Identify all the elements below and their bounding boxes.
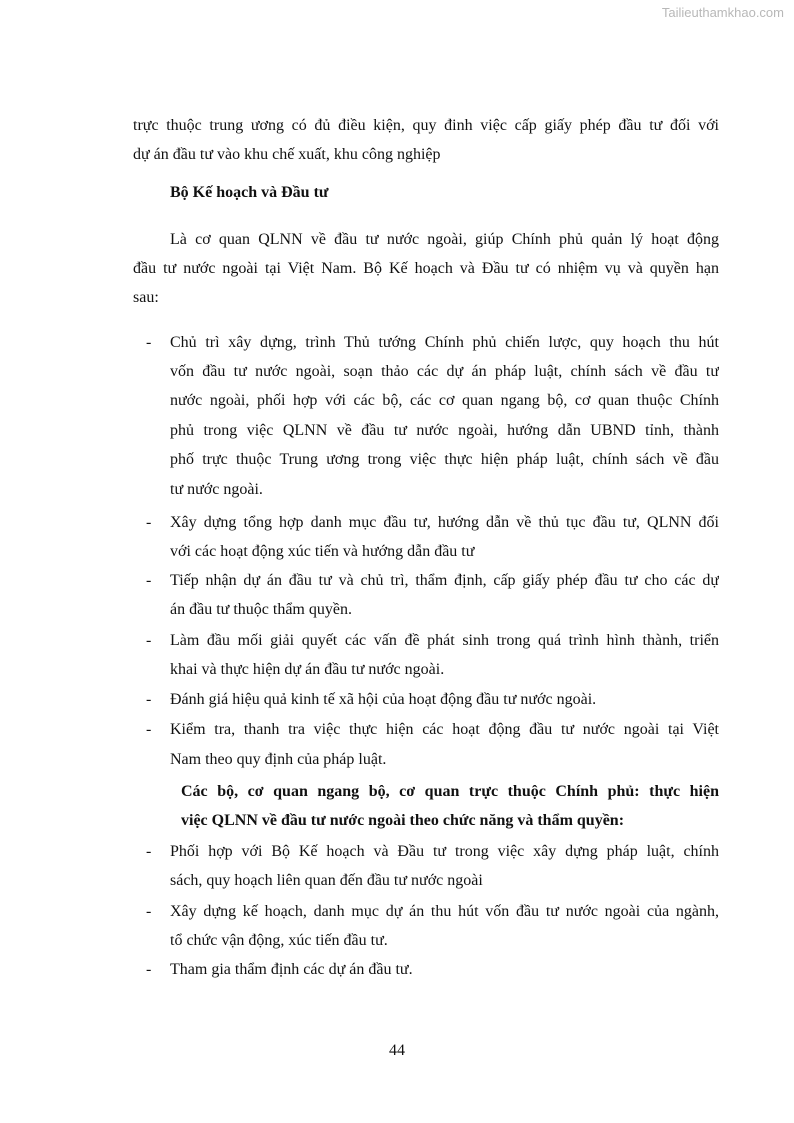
bullet-line: vốn đầu tư nước ngoài, soạn thảo các dự án pháp luật, chính sách về đầu tư	[170, 363, 719, 380]
bullet-line: phủ trong việc QLNN về đầu tư nước ngoài, hướng dẫn UBND tỉnh, thành	[170, 422, 719, 439]
paragraph-line: Là cơ quan QLNN về đầu tư nước ngoài, giúp Chính phủ quản lý hoạt động	[170, 231, 719, 248]
bullet-dash: -	[146, 961, 152, 978]
bullet-line: tổ chức vận động, xúc tiến đầu tư.	[170, 932, 388, 949]
bullet-dash: -	[146, 572, 152, 589]
bullet-line: Xây dựng tổng hợp danh mục đầu tư, hướng dẫn về thủ tục đầu tư, QLNN đối	[170, 514, 719, 531]
bullet-line: khai và thực hiện dự án đầu tư nước ngoài.	[170, 661, 445, 678]
intro-line: trực thuộc trung ương có đủ điều kiện, quy đinh việc cấp giấy phép đầu tư đối với	[133, 117, 719, 134]
bullet-line: án đầu tư thuộc thẩm quyền.	[170, 601, 352, 618]
bullet-line: Tiếp nhận dự án đầu tư và chủ trì, thẩm định, cấp giấy phép đầu tư cho các dự	[170, 572, 719, 589]
bullet-line: với các hoạt động xúc tiến và hướng dẫn đầu tư	[170, 543, 475, 560]
bullet-line: Làm đầu mối giải quyết các vấn đề phát sinh trong quá trình hình thành, triển	[170, 632, 719, 649]
paragraph-line: đầu tư nước ngoài tại Việt Nam. Bộ Kế hoạch và Đầu tư có nhiệm vụ và quyền hạn	[133, 260, 719, 277]
bullet-dash: -	[146, 903, 152, 920]
bullet-line: Đánh giá hiệu quả kinh tế xã hội của hoạt động đầu tư nước ngoài.	[170, 691, 597, 708]
bullet-line: Kiểm tra, thanh tra việc thực hiện các hoạt động đầu tư nước ngoài tại Việt	[170, 721, 719, 738]
paragraph-line: sau:	[133, 289, 159, 306]
bullet-dash: -	[146, 843, 152, 860]
bullet-line: phố trực thuộc Trung ương trong việc thực hiện pháp luật, chính sách về đầu	[170, 451, 719, 468]
intro-line: dự án đầu tư vào khu chế xuất, khu công nghiệp	[133, 146, 441, 163]
section-heading: Các bộ, cơ quan ngang bộ, cơ quan trực thuộc Chính phủ: thực hiện	[181, 783, 719, 800]
watermark: Tailieuthamkhao.com	[661, 5, 784, 20]
bullet-line: Chủ trì xây dựng, trình Thủ tướng Chính phủ chiến lược, quy hoạch thu hút	[170, 334, 719, 351]
section-heading: Bộ Kế hoạch và Đầu tư	[170, 184, 329, 201]
bullet-dash: -	[146, 514, 152, 531]
bullet-dash: -	[146, 334, 152, 351]
bullet-line: tư nước ngoài.	[170, 481, 263, 498]
bullet-line: Nam theo quy định của pháp luật.	[170, 751, 387, 768]
bullet-dash: -	[146, 721, 152, 738]
bullet-line: Phối hợp với Bộ Kế hoạch và Đầu tư trong việc xây dựng pháp luật, chính	[170, 843, 719, 860]
bullet-line: nước ngoài, phối hợp với các bộ, các cơ quan ngang bộ, cơ quan thuộc Chính	[170, 392, 719, 409]
bullet-line: sách, quy hoạch liên quan đến đầu tư nước ngoài	[170, 872, 483, 889]
section-heading: việc QLNN về đầu tư nước ngoài theo chức năng và thẩm quyền:	[181, 812, 625, 829]
bullet-dash: -	[146, 632, 152, 649]
bullet-line: Xây dựng kế hoạch, danh mục dự án thu hút vốn đầu tư nước ngoài của ngành,	[170, 903, 719, 920]
page-number: 44	[389, 1042, 405, 1059]
bullet-line: Tham gia thẩm định các dự án đầu tư.	[170, 961, 413, 978]
bullet-dash: -	[146, 691, 152, 708]
